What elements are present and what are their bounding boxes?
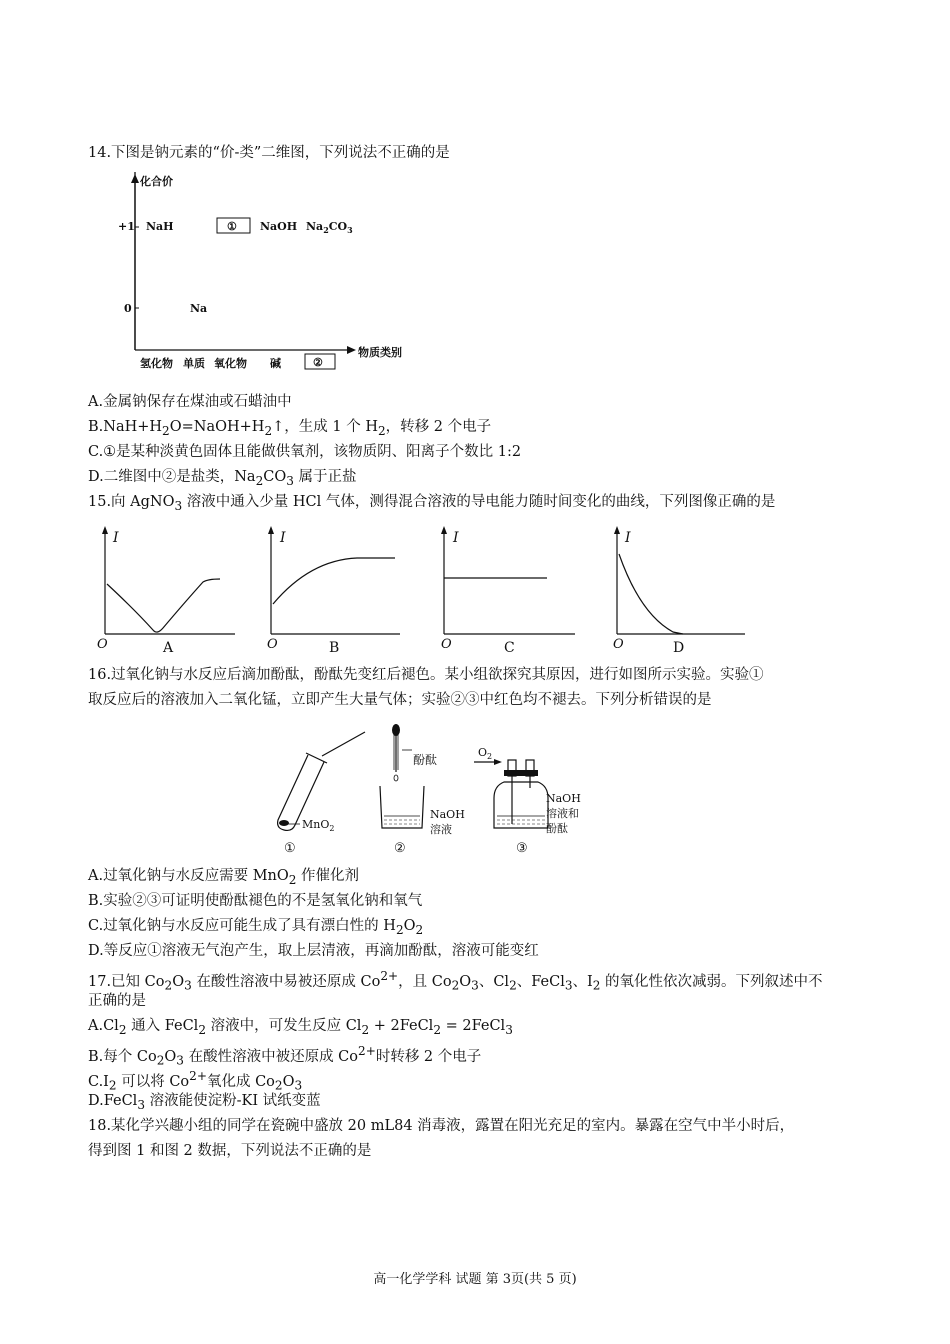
- svg-text:O: O: [267, 637, 278, 652]
- q16-stem-line1: 16.过氧化钠与水反应后滴加酚酞，酚酞先变红后褪色。某小组欲探究其原因，进行如图所示实验。实验①: [88, 667, 764, 683]
- x-cat-oxide: 氧化物: [214, 357, 247, 370]
- q16-apparatus: [270, 720, 610, 860]
- svg-text:酚酞: 酚酞: [413, 753, 438, 767]
- point-Na2CO3: $Na_2CO_3$: [306, 220, 353, 235]
- svg-text:D: D: [673, 640, 685, 656]
- q17-option-d: D.FeCl$_3$ 溶液能使淀粉-KI 试纸变蓝: [88, 1093, 321, 1112]
- q14-stem: 14.下图是钠元素的“价-类”二维图，下列说法不正确的是: [88, 145, 450, 161]
- q15-graphs: [95, 522, 875, 662]
- svg-text:酚酞: 酚酞: [546, 822, 568, 835]
- y-tick-0: 0: [124, 302, 132, 315]
- svg-text:I: I: [113, 530, 119, 546]
- svg-text:O: O: [441, 637, 452, 652]
- q15-stem: 15.向 AgNO$_3$ 溶液中通入少量 HCl 气体，测得混合溶液的导电能力随时间变化的曲线，下列图像正确的是: [88, 494, 776, 513]
- graph-d: [613, 526, 745, 656]
- q17-option-c: $C.I_2$ 可以将 $Co^{2+}$氧化成 $Co_2O_3$: [88, 1069, 303, 1093]
- svg-text:B: B: [329, 640, 340, 656]
- svg-text:①: ①: [284, 841, 296, 856]
- svg-text:③: ③: [516, 841, 528, 856]
- svg-text:MnO2: MnO$_2$: [302, 818, 335, 833]
- svg-text:溶液: 溶液: [430, 823, 452, 836]
- q16-option-c: C.过氧化钠与水反应可能生成了具有漂白性的 $H_2O_2$: [88, 918, 424, 937]
- q14-option-a: A.金属钠保存在煤油或石蜡油中: [88, 394, 292, 410]
- q14-option-d: D.二维图中②是盐类，$Na_2CO_3$ 属于正盐: [88, 469, 357, 488]
- gas-bottle-apparatus: [474, 746, 581, 856]
- q16-option-d: D.等反应①溶液无气泡产生，取上层清液，再滴加酚酞，溶液可能变红: [88, 943, 539, 959]
- q17-option-b: B.每个 $Co_2O_3$ 在酸性溶液中被还原成 $Co^{2+}$时转移 2 个电子: [88, 1044, 482, 1068]
- q17-stem-line2: 正确的是: [88, 993, 146, 1009]
- q14-option-b: $B.NaH+H_2O=NaOH+H_2↑$，生成 1 个 $H_2$，转移 2 个电子: [88, 419, 492, 438]
- y-axis-label: 化合价: [140, 175, 173, 188]
- svg-text:I: I: [625, 530, 631, 546]
- svg-text:O: O: [97, 637, 108, 652]
- beaker-apparatus: [380, 724, 465, 856]
- point-Na: Na: [190, 302, 208, 315]
- q14-valence-class-chart: [100, 172, 420, 372]
- svg-text:溶液和: 溶液和: [546, 807, 579, 820]
- x-axis-label: 物质类别: [358, 346, 402, 359]
- svg-text:A: A: [163, 640, 174, 656]
- graph-a: [97, 526, 235, 656]
- x-cat-element: 单质: [183, 357, 205, 370]
- box-1-label: ①: [227, 220, 237, 233]
- page-footer: 高一化学学科 试题 第 3页(共 5 页): [373, 1272, 577, 1287]
- graph-c: [441, 526, 575, 656]
- svg-text:NaOH: NaOH: [430, 808, 465, 821]
- svg-text:I: I: [453, 530, 459, 546]
- svg-text:O2: $O_2$: [478, 746, 493, 761]
- q14-option-c: C.①是某种淡黄色固体且能做供氧剂，该物质阴、阳离子个数比 1:2: [88, 444, 522, 460]
- svg-text:O: O: [613, 637, 624, 652]
- svg-text:②: ②: [394, 841, 406, 856]
- point-NaH: NaH: [146, 220, 174, 233]
- x-cat-base: 碱: [270, 357, 281, 370]
- svg-text:NaOH: NaOH: [546, 792, 581, 805]
- q16-stem-line2: 取反应后的溶液加入二氧化锰，立即产生大量气体；实验②③中红色均不褪去。下列分析错误的是: [88, 692, 712, 708]
- svg-text:C: C: [504, 640, 515, 656]
- q18-stem-line1: 18.某化学兴趣小组的同学在瓷碗中盛放 20 mL84 消毒液，露置在阳光充足的室内。暴露在空气中半小时后，: [88, 1118, 795, 1134]
- svg-text:I: I: [280, 530, 286, 546]
- q17-option-a: $A.Cl_2$ 通入 FeCl$_2$ 溶液中，可发生反应 $Cl_2$ + 2FeCl$_2$ = 2FeCl$_3$: [88, 1018, 513, 1037]
- box-2-label: ②: [313, 356, 323, 369]
- test-tube-apparatus: [278, 732, 365, 856]
- point-NaOH: NaOH: [260, 220, 298, 233]
- graph-b: [267, 526, 400, 656]
- x-cat-hydride: 氢化物: [140, 357, 173, 370]
- q18-stem-line2: 得到图 1 和图 2 数据，下列说法不正确的是: [88, 1143, 372, 1159]
- q16-option-a: A.过氧化钠与水反应需要 MnO$_2$ 作催化剂: [88, 868, 360, 887]
- y-tick-plus1: +1: [118, 220, 135, 233]
- q16-option-b: B.实验②③可证明使酚酞褪色的不是氢氧化钠和氧气: [88, 893, 423, 909]
- q17-stem-line1: 17.已知 $Co_2O_3$ 在酸性溶液中易被还原成 $Co^{2+}$，且 $Co_2O_3$、$Cl_2$、FeCl$_3$、$I_2$ 的氧化性依次减弱。下列叙述中不: [88, 969, 823, 993]
